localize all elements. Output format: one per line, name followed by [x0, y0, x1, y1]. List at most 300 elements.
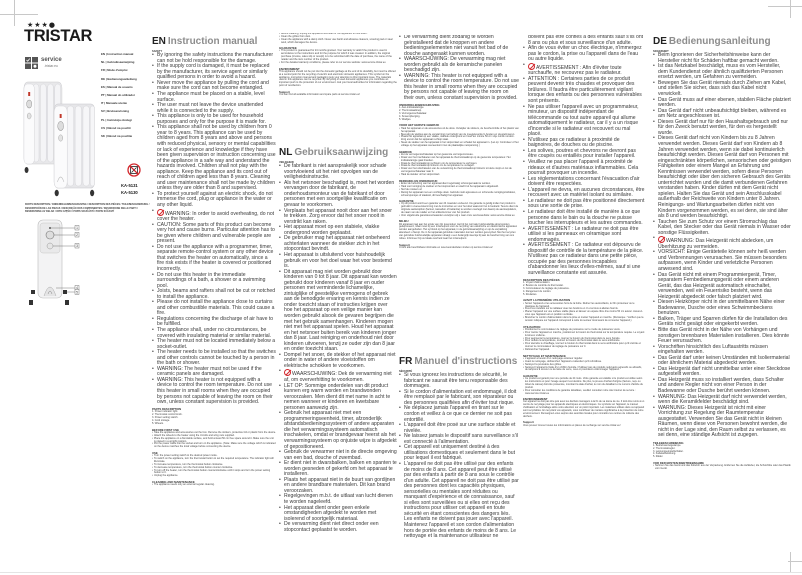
safety-bullet [279, 461, 397, 478]
instruction-bullet [399, 142, 519, 148]
text: MILIEU [399, 219, 409, 224]
text: Stof de roosters af. [401, 187, 423, 191]
text: To protect yourself against an electric shock, do not immerse the cord, plug or appliance in the water or any other liquid. [157, 190, 273, 208]
text: WARNING: In order to avoid overheating, do not cover the heater. [157, 210, 275, 223]
safety-bullet [279, 236, 397, 253]
text: De verwarming dient niet direct onder een stopcontact geplaatst te worden. [284, 521, 379, 533]
text: Attach the wheels to the heater using the U-bolts and wing nuts supplied. [154, 433, 235, 437]
fr-heading [399, 351, 519, 369]
safety-bullet [279, 253, 397, 270]
en-section-continued [279, 33, 397, 141]
text: Joists, beams and rafters shall not be cut or notched to install the appliance. [157, 288, 276, 300]
text: Nettoyez la poussière des grilles. [525, 362, 562, 366]
callout-4: 4 [76, 286, 78, 290]
text: The heater must not be located immediately below a socket-outlet. [157, 338, 276, 350]
text: Nettoyez l'appareil à l'aide d'un chiffon humide. N'utilisez pas de produits nettoyants agressifs ou abrasifs, de tampons à récurer ou de laine de verre, ceux-ci pourraient endommager l'appareil. [525, 365, 642, 372]
text: Fixez les roulettes sur le radiateur avec les boulons en U et écrous à ailettes fournis. [525, 307, 619, 311]
instruction-bullet [279, 62, 397, 65]
instruction-bullet [399, 174, 519, 177]
text: You can find all available information and spare parts at service.tristar.eu! [279, 92, 360, 96]
callout-3: 3 [76, 244, 78, 248]
text: Si vous ignorez les instructions de sécurité, le fabricant ne saurait être tenu responsable des dommages. [404, 372, 508, 390]
text: 4. Snoeropberging. [399, 115, 421, 119]
text: 5. Wheels. [152, 422, 164, 426]
instruction-bullet [152, 484, 276, 487]
safety-bullet [523, 227, 645, 244]
text: Tauchen Sie zum Schutz vor einem Stromschlag das Kabel, den Stecker oder das Gerät niemals in Wasser oder sonstige Flüssigkeiten. [658, 218, 791, 236]
text: Support [523, 420, 534, 425]
text: Regelgevingen m.b.t. de uitlaat van lucht dienen te worden nageleefd. [284, 493, 393, 506]
text: Dieses Gerät darf nicht von Kindern bis zu 8 Jahren verwendet werden. Dieses Gerät darf von Kindern ab 8 Jahren verwendet werden, wenn sie dabei kontinuierlich beaufsichtigt werden. Dieses Gerät darf von Personen mit eingeschränkten körperlichen, sensorischen oder geistigen Fähigkeiten oder einem Mangel an Erfahrung und Kenntnissen verwendet werden, sofern diese Personen beaufsichtigt oder über den sicheren Gebrauch des Geräts unterrichtet wurden und die damit verbundenen Gefahren verstanden haben. Kinder dürfen mit dem Gerät nicht spielen. Halten Sie das Gerät und sein Anschlusskabel außerhalb der Reichweite von Kindern unter 8 Jahren. Reinigungs- und Wartungsarbeiten dürfen nicht von Kindern vorgenommen werden, es sei denn, sie sind älter als 8 und werden beaufsichtigt. [658, 135, 791, 220]
manual-title: Gebruiksaanwijzing [294, 147, 389, 158]
text: Dit apparaat mag aan het einde van zijn levensduur niet bij het normale huishoudelijke afval worden gedeponeerd, maar moet bij een inzamelpunt voor de recycling van elektrische en elektronische apparaten worden aangeboden. Het symbool op het apparaat, in de gebruiksaanwijzing en op de verpakking attendeert u hierop. De in het apparaat gebruikte materialen kunnen worden gerecycled. Met het recyclen van gebruikte huishoudelijke apparaten draagt u een belangrijk steentje bij aan de bescherming van ons milieu. Informeer bij uw lokale overheid naar het inzamelpunt. [399, 222, 518, 241]
text: The user must not leave the device unattended while it is connected to the supply. [157, 102, 264, 114]
text: Cet appareil est uniquement destiné à des utilisations domestiques et seulement dans le but pour lequel il est fabriqué. [404, 444, 515, 462]
safety-bullet [279, 522, 397, 533]
language-list-item: ES | Manual de usuario [101, 84, 133, 89]
text: 5. Räder. [653, 455, 664, 459]
text: 1. Betriebsanzeigelampe. [653, 443, 682, 447]
safety-bullet [523, 46, 645, 63]
text: Reinig het apparaat met een vochtige doek. Gebruik nooit agressieve en schurende reinigingsmiddelen, schuursponsjes of staalwol, dit beschadigt het apparaat. [401, 190, 516, 197]
text: L'appareil doit être posé sur une surface stable et nivelée. [404, 422, 516, 434]
crop-mark [14, 0, 15, 26]
instruction-bullet [523, 349, 645, 352]
text: Ne déplacez jamais l'appareil en tirant sur le cordon et veillez à ce que ce dernier ne soit pas entortillé. [404, 405, 512, 423]
text: TEILEBESCHREIBUNG [653, 440, 684, 445]
text: WARNUNG: Dieses Heizgerät ist nicht mit einer Vorrichtung zur Regelung der Raumtemperatur ausgestattet. Verwenden Sie das Gerät nicht in kleinen Räumen, wenn diese von Personen bewohnt werden, die nicht in der Lage sind, den Raum selbst zu verlassen, es sei denn, eine ständige Aufsicht ist zugegen. [658, 404, 788, 439]
text: GEBRUIK [399, 149, 412, 154]
safety-bullet [152, 350, 276, 367]
instruction-bullet [152, 475, 276, 478]
text: Gebruik het apparaat niet met een programmeringseenheid, timer, afzonderlijk afstandsbedieningssysteem of andere apparaten die het verwarmingssysteem automatisch inschakelen, omdat er brandgevaar heerst als het verwarmingssysteem op onjuiste wijze is afgedekt of gepositioneerd. [284, 410, 397, 450]
text: The heater needs to be installed so that the switches and other controls cannot be touched by a person in the bath or shower. [157, 349, 276, 367]
text: GARANTIE [399, 199, 414, 203]
text: Clean the grilles from dust. [281, 34, 311, 38]
safety-bullet [152, 378, 276, 406]
text: 3. Vermogensschakelaar. [399, 112, 428, 116]
language-list-item: IT | Manuale utente [101, 101, 128, 106]
callout-5: 5 [76, 290, 78, 295]
language-code: EN [152, 36, 166, 47]
text: Diesen Heizkörper nicht in der unmittelbaren Nähe einer Badewanne, Dusche oder eines Schwimmbeckens benutzen. [658, 299, 785, 317]
text: CLEANING AND MAINTENANCE [152, 479, 195, 484]
safety-bullet [279, 181, 397, 209]
text: SAFETY [152, 50, 163, 53]
text: VORSICHT: Einige Geräteteile können sehr heiß werden und Verbrennungen verursachen. Sie müssen besonders aufpassen, wenn Kinder und verletzliche Personen anwesend sind. [658, 249, 787, 272]
text: WARNING: This heater is not equipped with a device to control the room temperature. Do not use this heater in small rooms when they are occupied by persons not capable of leaving the room on their own, unless constant supervision is provided. [404, 72, 519, 102]
de-section [653, 31, 791, 531]
text: Pour consulter les conditions de garantie détaillées, veuillez consulter notre site Internet de service : www.service.tristar.eu [525, 388, 636, 395]
text: Débranchez l'appareil. [525, 348, 550, 352]
text: 2. Thermostatregler. [653, 446, 676, 450]
text: If the supply cord is damaged, it must be replaced by the manufacturer, its service agent or similarly qualified persons in order to avoid a hazard. [157, 63, 270, 81]
text: Het apparaat is uitsluitend voor huishoudelijk gebruik en voor het doel waar het voor bestemd is. [284, 251, 392, 270]
text: Clean the appliance with a damp cloth. Never use harsh and abrasive cleaners, scouring pad or steel wool, which damages the device. [281, 37, 393, 44]
do-not-cover-icon [127, 163, 141, 177]
text: Das Gerät muss auf einer ebenen, stabilen Fläche platziert werden. [658, 96, 791, 109]
text: Bewegen Sie das Gerät niemals durch Ziehen am Kabel, und stellen Sie sicher, dass sich das Kabel nicht verwickelt. [658, 79, 787, 98]
callout-2: 2 [76, 233, 78, 237]
safety-bullet [279, 270, 397, 353]
text: Beim Ignorieren der Sicherheitshinweise kann der Hersteller nicht für Schäden haftbar gemacht werden. [658, 52, 779, 64]
text: Dieses Gerät darf nur für den Haushaltsgebrauch und nur für den Zweck benutzt werden, für den es hergestellt wurde. [658, 118, 788, 136]
instruction-text [152, 423, 276, 426]
language-list [101, 52, 149, 142]
text: Pour augmenter la température, tournez le bouton du thermostat dans le sens horaire. [525, 336, 621, 340]
text: AVERTISSEMENT : Ce radiateur est dépourvu de dispositif de contrôle de la température de la pièce. N'utilisez pas ce radiateur dans une petite pièce, occupée par des personnes incapables d'abandonner les lieux d'elles-mêmes, sauf si une surveillance constante est assurée. [528, 242, 644, 276]
text: Het apparaat moet op een stabiele, vlakke ondergrond worden geplaatst. [284, 224, 380, 236]
text: LET OP: Sommige onderdelen van dit product kunnen erg warm worden en brandwonden veroorzaken. Men dient dit met name in acht te nemen wanneer er kinderen en kwetsbare personen aanwezig zijn. [284, 382, 391, 411]
en-section [152, 31, 276, 572]
text: Das Gerät darf nicht unbeaufsichtigt bleiben, während es am Netz angeschlossen ist. [658, 107, 787, 120]
text: REINIGING EN ONDERHOUD [399, 178, 438, 183]
text: DESCRIPTION DES PIÈCES [523, 278, 560, 283]
text: Regulations concerning the discharge of air have to be fulfilled. [157, 315, 274, 328]
text: Positionnez le commutateur de réglage de puissance sur le mode de puissance voulu. [525, 327, 621, 331]
instruction-text [279, 94, 397, 97]
text: SICHERHEIT [653, 50, 669, 53]
instruction-bullet [399, 192, 519, 198]
safety-bullet [279, 164, 397, 181]
text: De verwarming dient zodanig te worden geïnstalleerd dat de knoppen en andere bedieningselementen niet vanuit het bad of de douche aangeraakt kunnen worden. [404, 35, 509, 57]
de-heading [653, 31, 791, 49]
text: Ne laissez jamais le dispositif sans surveillance s'il est connecté à l'alimentation. [404, 433, 518, 445]
text: ATTENTION : Certaines parties de ce produit peuvent devenir très chaudes et provoquer des brûlures. Il faudra être particulièrement vigilant lorsque des enfants ou des personnes vulnérables sont présents. [528, 75, 642, 105]
text: WAARSCHUWING: Dek de verwarming niet af, om oververhitting te voorkomen. [284, 371, 392, 383]
text: UTILISATION [523, 324, 541, 329]
text: AVANT LA PREMIÈRE UTILISATION [523, 298, 571, 303]
instruction-bullet [523, 317, 645, 323]
en-heading [152, 31, 276, 49]
text: 3. Leistungseinstellschalter. [653, 449, 684, 453]
safety-bullet [523, 243, 645, 276]
text: Bitte das Gerät nicht in der Nähe von Vorhängen und sonstigen brennbaren Materialien installieren. Dies könnte Feuer verursachen. [658, 327, 790, 345]
safety-bullet [279, 384, 397, 412]
text: Do not use the appliance with a programmer, timer, separate remote-control system or any other device that switches the heater on automatically, since a fire risk exists if the heater is covered or positioned incorrectly. [157, 243, 274, 272]
service-logo-text: service [41, 57, 62, 63]
safety-bullet [279, 369, 397, 383]
safety-bullet [152, 223, 276, 245]
safety-bullet [152, 209, 276, 223]
text: 5. Roulettes. [523, 292, 538, 296]
do-not-cover-warning-icon [528, 63, 535, 70]
safety-bullet [152, 192, 276, 209]
fr-section-continued [523, 35, 645, 445]
do-not-cover-warning-icon [658, 236, 665, 243]
manual-title: Instruction manual [167, 36, 258, 47]
manual-title: Bedienungsanleitung [668, 36, 771, 47]
text: De fabrikant is niet aansprakelijk voor schade voortvloeiend uit het niet opvolgen van de veiligheidsinstructie. [284, 163, 387, 181]
text: Pour réduire la température, tournez le bouton du thermostat dans le sens antihoraire. [525, 339, 621, 343]
text: VOR DER ERSTEN INBETRIEBNAHME [653, 460, 704, 465]
safety-bullet [279, 353, 397, 370]
crop-mark [768, 6, 802, 7]
text: Das Heizgerät muss so installiert werden, dass Schalter und andere Regler nicht von einer Person in der Badewanne oder Dusche berührt werden können. [658, 376, 784, 395]
model-number: KA-5131 [121, 183, 138, 188]
text: Das Heizgerät darf nicht unmittelbar unter einer Steckdose aufgestellt werden. [658, 365, 791, 378]
safety-bullet [653, 64, 791, 81]
text: Le radiateur doit être installé de manière à ce que personne dans le bain ou la douche ne puisse toucher les interrupteurs et les autres commandes. [528, 208, 643, 227]
text: Ne pas utiliser l'appareil avec un programmateur, minuteur, un dispositif indépendant de télécommande ou tout autre appareil qui allume automatiquement le radiateur, car il y a un risque d'incendie si le radiateur est recouvert ou mal placé. [528, 103, 639, 138]
instruction-text [523, 401, 645, 418]
text: Do not use this heater in the immediate surroundings of a bath, a shower or a swimming pool. [157, 271, 266, 289]
safety-bullet [399, 74, 519, 102]
text: GUARANTEE [279, 46, 297, 51]
safety-bullet [653, 220, 791, 237]
text: Op dit product wordt een garantie van 24 maanden verleend. Uw garantie is geldig indien het product is gebruikt in overeenstemming met de instructies en voor het doel waarvoor het is bedoeld. Tevens dient de originele aankoopbon (factuur, kassabon of kwitantie) te worden overlegd met daarop de aankoopdatum, de naam van de retailer en het artikelnummer van het product. [401, 202, 519, 214]
text: Si le cordon d'alimentation est endommagé, il doit être remplacé par le fabricant, son réparateur ou des personnes qualifiées afin d'éviter tout risque. [404, 388, 517, 406]
instruction-bullet [399, 215, 519, 218]
text: NETTOYAGE ET MAINTENANCE [523, 353, 566, 358]
text: Plaats het apparaat niet in de buurt van gordijnen en andere brandbare materialen. Dit kan brand veroorzaken. [284, 476, 396, 494]
text: BEFORE FIRST USE [152, 427, 180, 432]
text: Voor uitgebreide garantievoorwaarden verwijzen wij u naar onze servicewebsite: www.service.tristar.eu [401, 213, 515, 217]
text: For the detailed warranty conditions, please refer to our service website: www.service.tristar.eu [281, 61, 386, 65]
text: This product is guaranteed for 24 months granted. Your warranty is valid if the product is used in accordance to the instructions and for the purpose for which it was created. In addition, the original purchase (invoice, sales slip or receipt) is to be submitted with the date of purchase, the name of the retailer and the item number of the product. [281, 49, 392, 62]
text: 4. Cord storage. [152, 419, 170, 423]
text: AVERTISSEMENT : Afin d'éviter toute surchauffe, ne recouvrez pas le radiateur. [528, 64, 622, 77]
safety-bullet [523, 77, 645, 105]
text: Er dient niet in dwarsbalken, balken en spanten te worden gesneden of gekerfd om het apparaat te installeren. [284, 460, 397, 478]
text: doivent pas être confiés à des enfants sauf s'ils ont 8 ans ou plus et sous surveillance d'un adulte. [528, 35, 644, 46]
text: Avant le nettoyage, débranchez l'appareil et attendez qu'il refroidisse. [525, 359, 602, 363]
safety-bullet [653, 136, 791, 219]
safety-bullet [279, 209, 397, 226]
text: The appliance needs only an external regular cleaning. [154, 483, 215, 487]
safety-bullet [399, 390, 519, 407]
text: 1. Aan-indicatielampje. [399, 106, 425, 110]
text: GARANTIE [523, 373, 538, 378]
text: By ignoring the safety instructions the manufacturer can not be hold responsible for the damage. [157, 52, 274, 64]
nl-section-continued [399, 35, 519, 349]
text: To switch on the appliance, turn the thermostat button to set the required temperature. The indicator light will illuminate. [154, 456, 274, 463]
safety-bullet [523, 63, 645, 77]
do-not-cover-warning-icon [157, 209, 164, 216]
text: Support [279, 89, 290, 94]
safety-bullet [152, 64, 276, 81]
safety-bullet [399, 373, 519, 390]
text: ONDERDELENBESCHRIJVING [399, 103, 440, 108]
language-list-item: PL | Instrukcja obsługi [101, 117, 132, 122]
text: L'appareil ne doit pas être utilisé par des enfants de moins de 8 ans. Cet appareil peut être utilisé par des enfants à partir de 8 ans sous le contrôle d'un adulte. Cet appareil ne doit pas être utilisé par des personnes dont les capacités physiques, sensorielles ou mentales sont réduites ou manquant d'expérience et de connaissance, sauf si elles sont surveillées ou si elles ont reçu des instructions pour utiliser cet appareil en toute sécurité en étant conscientes des dangers liés. Les enfants ne doivent pas jouer avec l'appareil. Maintenez l'appareil et son cordon d'alimentation hors de portée des enfants de moins de 8 ans. Le nettoyage et la maintenance utilisateur ne [404, 460, 519, 540]
text: De gebruiker mag het apparaat niet onbeheerd achterlaten wanneer de stekker zich in het stopcontact bevindt. [284, 235, 390, 253]
text: L'appareil ne devra, en aucunes circonstances, être recouvert avec un matériel isolant ou similaire. [528, 186, 645, 199]
crop-mark [790, 552, 791, 572]
text: 2. Thermostaatknop. [399, 109, 422, 113]
text: 1. Voyant d'alimentation. [523, 281, 551, 285]
text: Enkel de behuizing van het apparaat dient regelmatig schoongemaakt te worden. [401, 181, 491, 185]
safety-bullet [152, 273, 276, 290]
text: Never move the appliance by pulling the cord and make sure the cord can not become entangled. [157, 79, 269, 92]
text: Als het netsnoer beschadigd is, moet het worden vervangen door de fabrikant, de onderhoudsmonteur van de fabrikant of door personen met een soortgelijke kwalificatie om gevaar te voorkomen. [284, 179, 395, 209]
text: Das Gerät nicht mit einem Programmiergerät, Timer, separatem Fernbedienungsgerät oder einem anderen Gerät, das das Heizgerät automatisch einschaltet, verwenden, weil ein Feuerrisiko besteht, wenn das Heizgerät abgedeckt oder falsch platziert wird. [658, 271, 779, 300]
text: This appliance shall not be used by children from 0 year to 8 years. This appliance can be used by children aged from 8 years and above and persons with reduced physical, sensory or mental capabilities or lack of experience and knowledge if they have been given supervision or instruction concerning use of the appliance in a safe way and understand the hazards involved. Children shall not play with the appliance. Keep the appliance and its cord out of reach of children aged less than 8 years. Cleaning and user maintenance shall not be made by children unless they are older than 8 and supervised. [157, 124, 276, 192]
text: SÉCURITÉ [399, 370, 413, 373]
safety-bullet [399, 406, 519, 423]
text: Put the power cable into the socket and turn on the appliance. (Note: Make sure the voltage which is indicated on the device matches the local voltage before connecting the device. [154, 442, 276, 449]
language-list-item: SV | Bruksanvisning [101, 109, 129, 114]
text: To decrease temperature, turn the thermostat button counter clockwise. [154, 465, 233, 469]
text: 4. Rangement du cordon. [523, 290, 552, 294]
safety-bullet [653, 120, 791, 137]
text: CAUTION: Some parts of this product can become very hot and cause burns. Particular attention has to be given where children and vulnerable people are present. [157, 221, 275, 245]
instruction-bullet [523, 367, 645, 373]
text: ENVIRONMENT [279, 66, 300, 71]
instruction-text [399, 119, 519, 122]
text: WARNING: The heater must not be used if the ceramic panels are damaged. [157, 365, 262, 378]
text: VEILIGHEID [279, 161, 294, 164]
text: Nehmen Sie das Gerät und das Zubehör aus der Verpackung. Entfernen Sie die Aufkleber, die Schutzfolie oder das Plastik vom Gerät. [655, 464, 791, 470]
text: U kunt alle beschikbare informatie en reserveonderdelen vinden op service.tristar.eu! [399, 245, 493, 249]
text: Branchez le cordon d'alimentation dans la prise et mettez l'appareil en marche. (Remarque : Vérifiez que la tension indiquée sur l'appareil correspond à celle du secteur local avant de connecter l'appareil.) [525, 316, 644, 323]
language-list-item: DE | Bedienungsanleitung [101, 76, 137, 81]
fr-section [399, 351, 519, 572]
product-image-radiators [20, 78, 100, 198]
text: WAARSCHUWING: De verwarming mag niet worden gebruikt als de keramische panelen beschadigd zijn. [404, 56, 506, 74]
instruction-bullet [279, 39, 397, 45]
text: Sortez l'appareil et les accessoires hors de la boîte. Retirez les autocollants, le film protecteur ou le plastique de l'appareil. [525, 301, 635, 308]
brand-stars: ★★★● [27, 21, 56, 29]
parts-diagram [25, 218, 85, 306]
text: Das Gerät darf unter keinen Umständen mit Isoliermaterial oder ähnlichem Material abgedeckt werden. [658, 354, 790, 367]
parts-description-title: PARTS DESCRIPTION / ONDERDELENBESCHRIJVING / DESCRIPTION DES PIÈCES / TEILEBESCHREIBUNG / DESCRIPCIÓN DE LAS PIEZAS / DESCRIÇÃO DOS COMPONENTES / DESCRIZIONE DELLE PARTI / BESKRIVNING AV DELAR / OPIS CZĘŚCI / POPIS SOUČÁSTÍ / POPIS SÚČASTÍ [25, 203, 150, 214]
text: Gebruik de verwarmer niet in de directe omgeving van een bad, douche of zwembad. [284, 449, 397, 461]
text: Placez l'appareil sur une surface stable plane et laissez un espace libre d'au moins 50 cm autour. Assurez-vous que l'appareil est en position verticale. [525, 310, 643, 317]
text: The appliance must be placed on a stable, level surface. [157, 91, 265, 103]
do-not-cover-warning-icon [284, 369, 291, 376]
text: 5. Wieltjes. [399, 117, 412, 121]
text: Afin de vous éviter un choc électrique, n'immergez pas le cordon, la prise ou l'appareil dans de l'eau ou autre liquide. [528, 45, 642, 63]
safety-bullet [653, 328, 791, 345]
text: Draai de thermostaatknop rechtsom om de temperatuur te verhogen. [401, 161, 478, 165]
text: Bevestig de wieltjes aan de verwarming met behulp van de meegeleverde U-bouten en vleugelmoeren. [401, 132, 515, 136]
safety-bullet [653, 236, 791, 250]
text: Ce produit est garanti pour une période de 24 mois. Votre garantie est valable si le produit est utilisé selon les instructions et pour l'usage auquel il est destiné. De plus, la preuve d'achat d'origine (facture, reçu ou ticket de caisse) doit être présentée, montrant la date d'achat, le nom du détaillant et le numéro d'article du produit. [525, 377, 643, 389]
text: This appliance is only to be used for household purposes and only for the purpose it is made for. [157, 113, 267, 125]
text: N'utilisez pas ce radiateur à proximité de baignoires, de douches ou de piscine. [528, 136, 620, 149]
text: Pour mettre l'appareil en marche, positionnez le bouton du thermostat sur la température requise. Le voyant lumineux s'allume. [525, 330, 645, 337]
text: Het apparaat dient onder geen enkele omstandigheden afgedekt te worden met isolerend of soortgelijk materiaal. [284, 504, 377, 522]
language-list-item: SK | Návod na použitie [101, 133, 133, 138]
text: Les réglementations concernant l'évacuation d'air doivent être respectées. [528, 175, 640, 188]
text: To increase temperature, turn the thermostat button clockwise. [154, 462, 224, 466]
text: To turn off the heater, turn the thermostat button counterclockwise until it stops and turn the power setting button to 0. [154, 468, 271, 475]
text: Les solives, poutres et chevrons ne devront pas être coupés ou entaillés pour installer l'appareil. [528, 147, 636, 160]
nl-section [279, 142, 397, 572]
language-list-item: CS | Návod na použití [101, 125, 131, 130]
safety-bullet [399, 462, 519, 540]
instruction-text [279, 71, 397, 88]
safety-bullet [653, 406, 791, 439]
text: 2. Bouton de contrôle du thermostat. [523, 284, 564, 288]
instruction-text [399, 247, 519, 250]
model-number: KA-5130 [121, 190, 138, 195]
safety-bullet [653, 81, 791, 98]
text: Draai voor het uitschakelen van de verwarming de thermostaatknop linksom tot deze stopt en zet de vermogensschakelaar naar 0. [401, 167, 512, 174]
text: Le radiateur ne doit pas être positionné directement sous une sortie de prise. [528, 197, 645, 210]
text: Zet de vermogensschakelaar op het gewenste vermogensniveau. [401, 152, 474, 156]
safety-bullet [653, 300, 791, 317]
language-list-item: PT | Manual do utilizador [101, 92, 136, 97]
text: WARNUNG: Das Heizgerät nicht abdecken, um Überhitzung zu vermeiden. [658, 238, 774, 250]
text: PARTS DESCRIPTION [152, 407, 182, 412]
safety-bullet [523, 160, 645, 177]
text: Balken, Träger und Sparren dürfen für die Installation des Geräts nicht gesägt oder eingekerbt werden. [658, 315, 788, 328]
text: 2. Thermostat control knob. [152, 413, 183, 417]
safety-bullet [399, 57, 519, 74]
instruction-text [523, 294, 645, 297]
instruction-bullet [523, 390, 645, 396]
safety-bullet [152, 125, 276, 192]
text: Turn the power setting switch to the desired power mode. [154, 454, 218, 458]
language-list-item: EN | Instruction manual [101, 52, 134, 56]
language-list-item: NL | Gebruiksaanwijzing [101, 60, 135, 65]
text: VOOR HET EERSTE GEBRUIK [399, 123, 440, 128]
text: Vorschriften hinsichtlich des Luftaustritts müssen eingehalten werden. [658, 343, 768, 356]
callout-1: 1 [76, 226, 78, 230]
text: Haal de stekker uit het stopcontact. [401, 173, 441, 177]
text: Pour éteindre le chauffage, tournez le bouton du thermostat dans le sens antihoraire pour qu'il s'arrête et tournez le commutateur de réglage de puissance sur 0. [525, 342, 641, 349]
text: Unplug the appliance. [154, 474, 179, 478]
text: Vous pouvez trouver toutes les informations et pièces de rechange sur service.tristar.eu ! [523, 423, 622, 427]
instruction-text [523, 425, 645, 428]
safety-bullet [152, 245, 276, 273]
safety-bullet [279, 411, 397, 450]
brand-logo: TRISTAR [24, 27, 93, 45]
text: Cet appareil ne doit pas être jeté avec les déchets ménagers à la fin de sa durée de vie. Il doit être remis à un centre de recyclage pour les appareils électriques et électroniques. Ce symbole sur l'appareil, le manuel d'utilisation et l'emballage attire votre attention sur un point important. Les matériaux utilisés dans cet appareil sont recyclables. En recyclant vos appareils, vous contribuez de manière significative à la protection de notre environnement. Renseignez-vous auprès des autorités locales pour connaître les centres de collecte des déchets. [523, 400, 645, 418]
text: Verplaats het apparaat nooit door aan het snoer te trekken. Zorg ervoor dat het snoer nooit in verstrikt kan raken. [284, 207, 392, 225]
text: Please do not install the appliance close to curtains and other combustible materials. This could cause a fire. [157, 299, 275, 317]
language-list-item: FR | Mode d'emploi [101, 68, 128, 73]
service-logo-domain: .tristar.eu [44, 64, 58, 68]
text: 4. Kabelaufwicklung. [653, 452, 676, 456]
text: 3. Commutateur de réglage de puissance. [523, 287, 570, 291]
text: WARNING: This heater is not equipped with a device to control the room temperature. Do not use this heater in small rooms when they are occupied by persons not capable of leaving the room on their own, unless constant supervision is provided. [157, 376, 273, 406]
language-code: DE [653, 36, 667, 47]
crop-mark [0, 14, 38, 15]
text: Support [399, 242, 410, 247]
text: Before cleaning, unplug the appliance and wait for the appliance to cool down. [281, 33, 368, 35]
text: Steek de stekker van het apparaat in het stopcontact en schakel het apparaat in. (Let op: Controleer of het voltage op het apparaat overeenkomt met de plaatselijke netspanning.) [401, 141, 519, 148]
safety-bullet [523, 210, 645, 227]
safety-bullet [653, 273, 791, 301]
crop-mark [790, 0, 791, 18]
instruction-bullet [152, 443, 276, 449]
language-code: NL [279, 147, 293, 158]
text: 3. Power setting switch. [152, 416, 179, 420]
text: Ist das Netzkabel beschädigt, muss es vom Hersteller, dem Kundendienst oder ähnlich qualifizierten Personen ersetzt werden, um Gefahren zu vermeiden. [658, 63, 783, 81]
text: The appliance shall, under no circumstances, be covered with insulating material or similar material. [157, 327, 272, 339]
instruction-text [653, 456, 791, 459]
text: Place the appliance on a flat stable surface, and hold at least 50 cm free space around it. Make sure the unit is placed in a upright position. [154, 436, 274, 443]
page-edge [0, 572, 802, 573]
text: Haal voor reiniging de stekker uit het stopcontact en wacht tot het apparaat is afgekoeld. [401, 184, 499, 188]
safety-bullet [152, 300, 276, 317]
text: Dit apparaat mag niet worden gebruikt door kinderen van 0 tot 8 jaar. Dit apparaat kan worden gebruikt door kinderen vanaf 8 jaar en ouder personen met verminderde lichamelijke, zintuiglijke of geestelijke vermogens of gebrek aan de benodigde ervaring en kennis indien ze onder toezicht staan of instructies krijgen over hoe het apparaat op een veilige manier kan worden gebruikt alsook de gevaren begrijpen die met het gebruik samenhangen. Kinderen mogen niet met het apparaat spelen. Houd het apparaat en het netsnoer buiten bereik van kinderen jonger dan 8 jaar. Laat reiniging en onderhoud niet door kinderen uitvoeren, tenzij ze ouder zijn dan 8 jaar en onder toezicht staan. [284, 268, 397, 353]
service-grid-icon [25, 57, 38, 69]
manual-title: Manuel d'instructions [414, 356, 518, 367]
language-code: FR [399, 356, 413, 367]
text: WARNUNG: Das Heizgerät darf nicht verwendet werden, wenn die Keramikfelder beschädigt sind. [658, 393, 787, 406]
text: Take the appliance and accessories out the box. Remove the stickers, protective foil or plastic from the device. [154, 430, 276, 434]
safety-bullet [279, 478, 397, 495]
safety-bullet [279, 506, 397, 523]
instruction-bullet [653, 465, 791, 471]
safety-bullet [653, 250, 791, 272]
safety-bullet [399, 35, 519, 57]
text: AVERTISSEMENT : Le radiateur ne doit pas être utilisé si les panneaux en céramique sont endommagés. [528, 225, 639, 243]
